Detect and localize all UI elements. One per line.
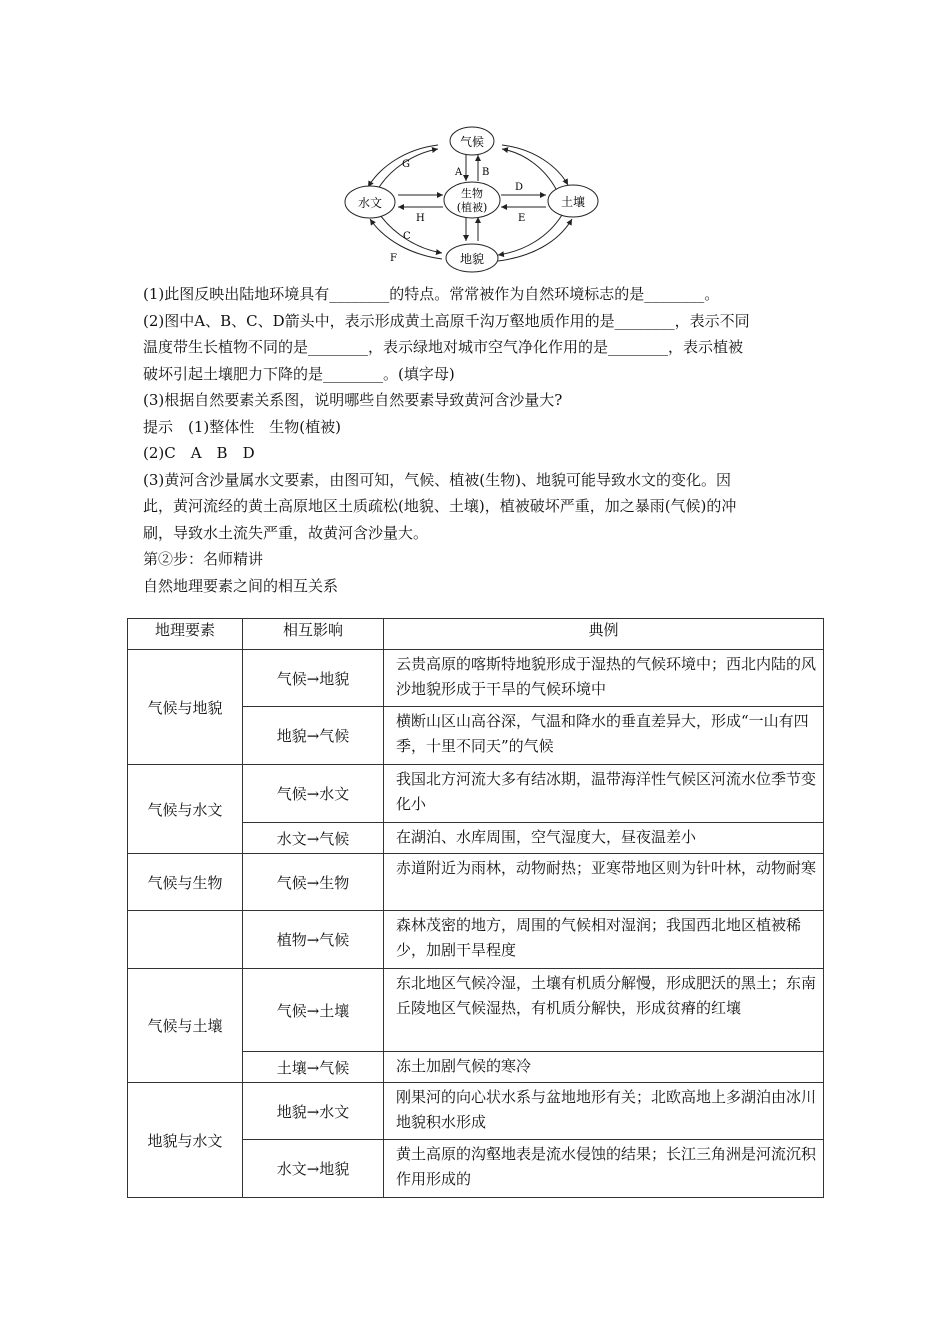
label-a: A: [455, 167, 463, 178]
arrow-soil-climate: [502, 149, 556, 189]
example-cell: 冻土加剧气候的寒冷: [384, 1052, 824, 1083]
table-row: [128, 1083, 824, 1140]
example-cell: 横断山区山高谷深，气温和降水的垂直差异大，形成“一山有四季，十里不同天”的气候: [384, 707, 824, 765]
label-h: H: [416, 213, 425, 224]
influence-cell: 气候→地貌: [243, 650, 384, 707]
label-f: F: [390, 253, 397, 264]
node-soil-label: 土壤: [560, 195, 586, 209]
table-row: [128, 969, 824, 1052]
element-cell: 气候与地貌: [128, 650, 243, 765]
element-cell: 气候与土壤: [128, 969, 243, 1083]
answer-2: (2)C A B D: [143, 444, 255, 462]
label-d: D: [515, 182, 524, 193]
header-element: 地理要素: [128, 619, 243, 650]
answer-3-line-1: (3)黄河含沙量属水文要素，由图可知，气候、植被(生物)、地貌可能导致水文的变化。因: [143, 470, 731, 489]
question-3: (3)根据自然要素关系图，说明哪些自然要素导致黄河含沙量大?: [143, 391, 563, 409]
example-cell: 我国北方河流大多有结冰期，温带海洋性气候区河流水位季节变化小: [384, 765, 824, 823]
node-biology-label-2: (植被): [456, 201, 488, 214]
node-climate-label: 气候: [459, 135, 485, 149]
influence-cell: 地貌→气候: [243, 707, 384, 765]
question-2-line-2: 温度带生长植物不同的是________，表示绿地对城市空气净化作用的是________，表示植被: [143, 338, 744, 356]
answer-1: 提示 (1)整体性 生物(植被): [143, 417, 341, 436]
node-landform-label: 地貌: [459, 252, 485, 266]
label-g: G: [402, 159, 410, 170]
influence-cell: 植物→气候: [243, 911, 384, 969]
label-c: C: [403, 231, 411, 242]
table-title: 自然地理要素之间的相互关系: [143, 576, 339, 595]
table-row: [128, 765, 824, 823]
element-cell: 气候与水文: [128, 765, 243, 854]
example-cell: 森林茂密的地方，周围的气候相对湿润；我国西北地区植被稀少，加剧干旱程度: [384, 911, 824, 969]
influence-cell: 气候→土壤: [243, 969, 384, 1052]
influence-cell: 水文→地貌: [243, 1140, 384, 1198]
arrow-landform-soil: [498, 219, 572, 261]
element-cell: 地貌与水文: [128, 1083, 243, 1198]
table-row: [128, 854, 824, 911]
diagram-svg: [330, 125, 620, 275]
element-relationship-diagram: [330, 125, 620, 275]
question-1: (1)此图反映出陆地环境具有________的特点。常常被作为自然环境标志的是________。: [143, 285, 720, 303]
example-cell: 在湖泊、水库周围，空气湿度大，昼夜温差小: [384, 823, 824, 854]
table-header-row: [128, 619, 824, 650]
arrow-c: [380, 215, 442, 253]
step-title: 第②步：名师精讲: [143, 550, 264, 568]
table-row: [128, 911, 824, 969]
element-cell: [128, 911, 243, 969]
influence-cell: 气候→生物: [243, 854, 384, 911]
question-2-line-1: (2)图中A、B、C、D箭头中，表示形成黄土高原千沟万壑地质作用的是________，表示不同: [143, 311, 750, 330]
influence-cell: 气候→水文: [243, 765, 384, 823]
element-cell: 气候与生物: [128, 854, 243, 911]
answer-3-line-3: 刷，导致水土流失严重，故黄河含沙量大。: [143, 523, 429, 542]
node-biology-label-1: 生物: [461, 187, 483, 200]
label-b: B: [482, 167, 490, 178]
header-influence: 相互影响: [243, 619, 384, 650]
label-e: E: [518, 213, 526, 224]
example-cell: 赤道附近为雨林，动物耐热；亚寒带地区则为针叶林，动物耐寒: [384, 854, 824, 911]
example-cell: 东北地区气候冷湿，土壤有机质分解慢，形成肥沃的黑土；东南丘陵地区气候湿热，有机质分解快，形成贫瘠的红壤: [384, 969, 824, 1052]
answer-3-line-2: 此，黄河流经的黄土高原地区土质疏松(地貌、土壤)，植被破坏严重，加之暴雨(气候)的冲: [143, 497, 737, 515]
header-example: 典例: [384, 619, 824, 650]
node-hydrology-label: 水文: [357, 196, 383, 210]
example-cell: 云贵高原的喀斯特地貌形成于湿热的气候环境中；西北内陆的风沙地貌形成于干旱的气候环境中: [384, 650, 824, 707]
question-2-line-3: 破坏引起土壤肥力下降的是________。(填字母): [143, 364, 455, 383]
example-cell: 刚果河的向心状水系与盆地地形有关；北欧高地上多湖泊由冰川地貌积水形成: [384, 1083, 824, 1140]
question-text-block: [143, 281, 823, 599]
relationship-table: [127, 618, 824, 1198]
influence-cell: 地貌→水文: [243, 1083, 384, 1140]
influence-cell: 土壤→气候: [243, 1052, 384, 1083]
influence-cell: 水文→气候: [243, 823, 384, 854]
example-cell: 黄土高原的沟壑地表是流水侵蚀的结果；长江三角洲是河流沉积作用形成的: [384, 1140, 824, 1198]
arrow-soil-landform: [498, 215, 562, 255]
table-row: [128, 650, 824, 707]
